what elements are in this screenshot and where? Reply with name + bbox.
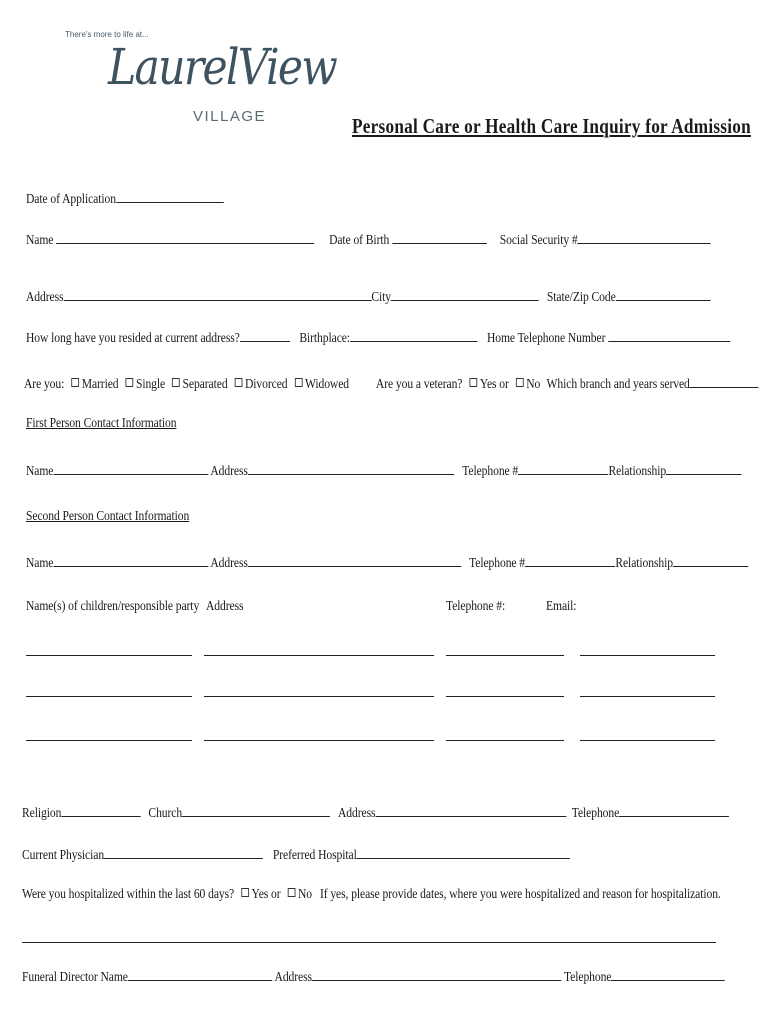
widowed-label: Widowed <box>304 376 350 391</box>
veteran-no-checkbox[interactable] <box>516 378 524 387</box>
funeral-address-label: Address <box>274 969 312 984</box>
child-1-telephone-field[interactable] <box>446 655 564 656</box>
first-contact-row <box>26 462 742 479</box>
branch-field[interactable] <box>690 375 759 388</box>
how-long-label: How long have you resided at current address? <box>26 330 240 345</box>
hospitalized-yes-label: Yes or <box>251 886 281 901</box>
date-of-application-field[interactable] <box>116 190 224 203</box>
state-zip-label: State/Zip Code <box>546 289 616 304</box>
children-col-telephone: Telephone #: <box>446 598 506 613</box>
single-checkbox[interactable] <box>126 378 134 387</box>
hospital-field[interactable] <box>357 846 570 859</box>
child-3-address-field[interactable] <box>204 740 434 741</box>
dob-field[interactable] <box>392 231 487 244</box>
divorced-label: Divorced <box>244 376 288 391</box>
logo-village: VILLAGE <box>193 108 267 125</box>
second-contact-row <box>26 554 749 571</box>
funeral-director-label: Funeral Director Name <box>22 969 128 984</box>
physician-label: Current Physician <box>22 847 105 862</box>
date-of-application-row <box>26 190 223 207</box>
name-label: Name <box>26 232 54 247</box>
state-zip-field[interactable] <box>616 288 711 301</box>
child-3-telephone-field[interactable] <box>446 740 564 741</box>
first-contact-relationship-field[interactable] <box>666 462 742 475</box>
children-col-name: Name(s) of children/responsible party <box>26 598 200 613</box>
residence-row <box>26 329 730 346</box>
first-contact-name-label: Name <box>26 463 54 478</box>
religion-field[interactable] <box>61 804 140 817</box>
veteran-yes-label: Yes or <box>479 376 509 391</box>
name-field[interactable] <box>56 231 314 244</box>
funeral-row <box>22 968 725 985</box>
hospital-label: Preferred Hospital <box>272 847 357 862</box>
church-address-field[interactable] <box>375 804 566 817</box>
date-of-application-label: Date of Application <box>26 191 116 206</box>
second-contact-telephone-field[interactable] <box>525 554 615 567</box>
second-contact-address-label: Address <box>210 555 248 570</box>
church-telephone-label: Telephone <box>571 805 620 820</box>
name-row <box>26 231 711 248</box>
physician-row <box>22 846 570 863</box>
home-phone-field[interactable] <box>608 329 730 342</box>
first-contact-address-field[interactable] <box>248 462 454 475</box>
physician-field[interactable] <box>104 846 263 859</box>
religion-row <box>22 804 729 821</box>
veteran-label: Are you a veteran? <box>375 376 463 391</box>
first-contact-telephone-field[interactable] <box>518 462 608 475</box>
children-col-address: Address <box>206 598 244 613</box>
logo-tagline: There's more to life at... <box>65 30 149 39</box>
hospitalized-row <box>22 886 721 902</box>
address-field[interactable] <box>63 288 371 301</box>
address-row <box>26 288 710 305</box>
page-title: Personal Care or Health Care Inquiry for Admission <box>352 114 751 138</box>
home-phone-label: Home Telephone Number <box>486 330 606 345</box>
second-contact-heading: Second Person Contact Information <box>26 508 190 523</box>
first-contact-name-field[interactable] <box>53 462 208 475</box>
widowed-checkbox[interactable] <box>295 378 303 387</box>
church-telephone-field[interactable] <box>619 804 729 817</box>
are-you-label: Are you: <box>24 376 65 391</box>
married-label: Married <box>81 376 119 391</box>
child-2-address-field[interactable] <box>204 696 434 697</box>
address-label: Address <box>26 289 64 304</box>
birthplace-label: Birthplace: <box>299 330 350 345</box>
children-col-email: Email: <box>546 598 577 613</box>
married-checkbox[interactable] <box>71 378 79 387</box>
status-row <box>24 375 759 392</box>
separated-checkbox[interactable] <box>172 378 180 387</box>
religion-label: Religion <box>22 805 62 820</box>
ssn-field[interactable] <box>578 231 711 244</box>
hospitalized-yes-checkbox[interactable] <box>241 888 249 897</box>
how-long-field[interactable] <box>240 329 290 342</box>
funeral-director-field[interactable] <box>128 968 272 981</box>
church-address-label: Address <box>337 805 376 820</box>
first-contact-heading: First Person Contact Information <box>26 415 177 430</box>
veteran-yes-checkbox[interactable] <box>470 378 478 387</box>
ssn-label: Social Security # <box>499 232 578 247</box>
child-1-email-field[interactable] <box>580 655 715 656</box>
church-label: Church <box>148 805 183 820</box>
birthplace-field[interactable] <box>350 329 477 342</box>
child-1-address-field[interactable] <box>204 655 434 656</box>
hospitalized-question: Were you hospitalized within the last 60 days? <box>22 886 235 901</box>
funeral-telephone-field[interactable] <box>611 968 725 981</box>
veteran-no-label: No <box>526 376 541 391</box>
branch-label: Which branch and years served <box>546 376 690 391</box>
separated-label: Separated <box>182 376 228 391</box>
second-contact-name-field[interactable] <box>53 554 208 567</box>
first-contact-telephone-label: Telephone # <box>462 463 519 478</box>
laurelview-logo <box>50 28 337 138</box>
hospitalization-details-field[interactable] <box>22 942 716 943</box>
second-contact-relationship-field[interactable] <box>673 554 749 567</box>
child-2-email-field[interactable] <box>580 696 715 697</box>
first-contact-relationship-label: Relationship <box>608 463 667 478</box>
church-field[interactable] <box>182 804 330 817</box>
child-1-name-field[interactable] <box>26 655 192 656</box>
funeral-address-field[interactable] <box>312 968 561 981</box>
funeral-telephone-label: Telephone <box>563 969 612 984</box>
child-2-name-field[interactable] <box>26 696 192 697</box>
single-label: Single <box>135 376 166 391</box>
hospitalized-no-checkbox[interactable] <box>288 888 296 897</box>
logo-name: LaurelView <box>108 38 337 96</box>
second-contact-relationship-label: Relationship <box>615 555 673 570</box>
hospitalized-no-label: No <box>297 886 312 901</box>
first-contact-address-label: Address <box>210 463 248 478</box>
child-3-name-field[interactable] <box>26 740 192 741</box>
city-field[interactable] <box>391 288 539 301</box>
second-contact-name-label: Name <box>26 555 54 570</box>
dob-label: Date of Birth <box>329 232 390 247</box>
second-contact-address-field[interactable] <box>248 554 461 567</box>
city-label: City <box>371 289 391 304</box>
child-2-telephone-field[interactable] <box>446 696 564 697</box>
divorced-checkbox[interactable] <box>235 378 243 387</box>
hospitalized-detail: If yes, please provide dates, where you were hospitalized and reason for hospitalization. <box>319 886 721 901</box>
second-contact-telephone-label: Telephone # <box>469 555 526 570</box>
child-3-email-field[interactable] <box>580 740 715 741</box>
